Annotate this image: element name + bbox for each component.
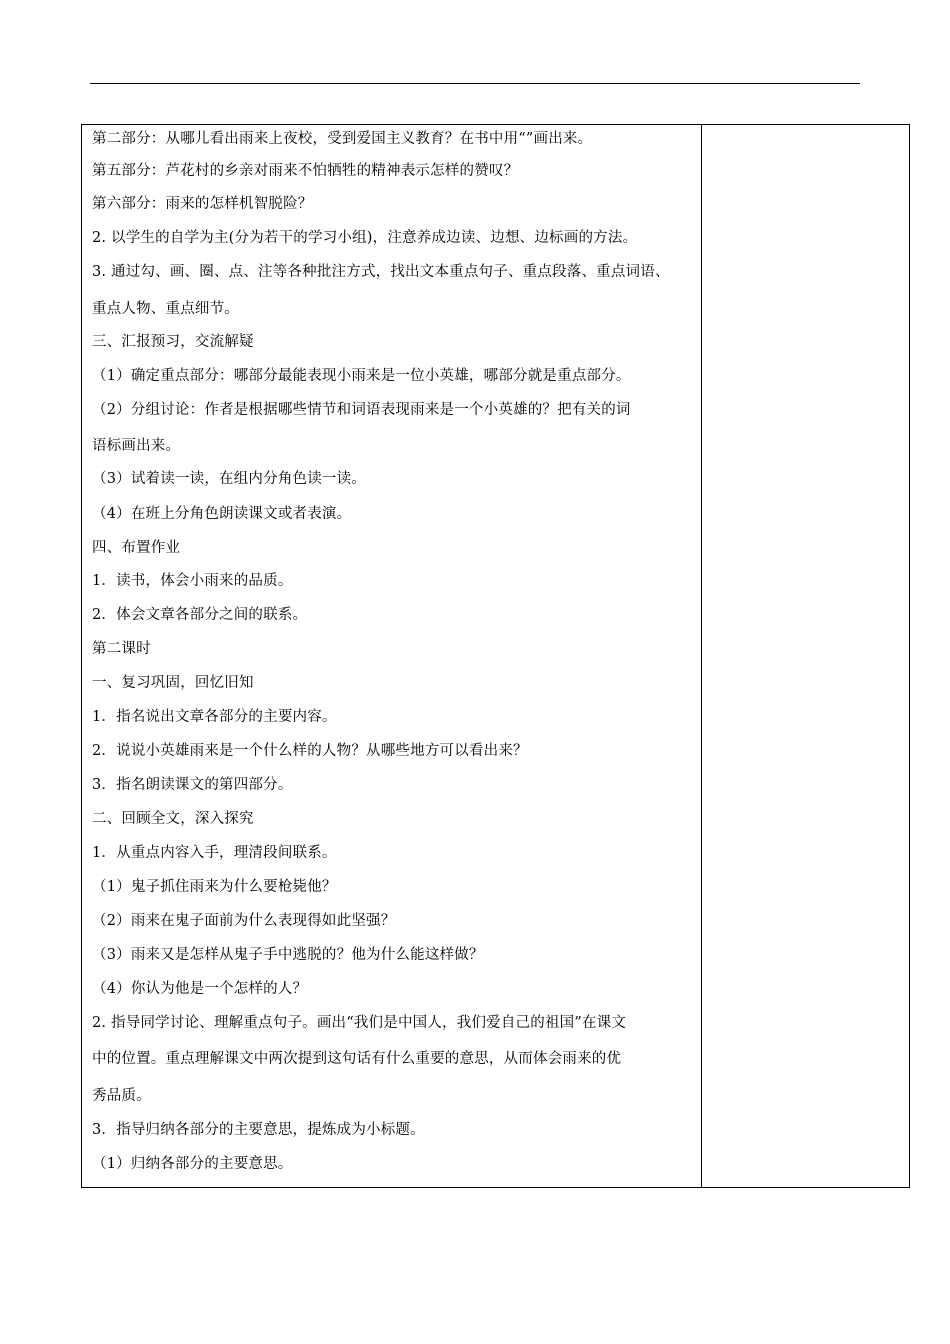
text-line: 2. 指导同学讨论、理解重点句子。画出“我们是中国人，我们爱自己的祖国”在课文 bbox=[92, 1015, 627, 1031]
text-line: 秀品质。 bbox=[92, 1088, 151, 1104]
text-line: 1．从重点内容入手，理清段间联系。 bbox=[92, 845, 337, 861]
text-line: 三、汇报预习，交流解疑 bbox=[92, 334, 254, 350]
text-line: （1）确定重点部分：哪部分最能表现小雨来是一位小英雄，哪部分就是重点部分。 bbox=[92, 368, 631, 384]
text-line: 3. 通过勾、画、圈、点、注等各种批注方式，找出文本重点句子、重点段落、重点词语、 bbox=[92, 264, 670, 280]
text-line: 二、回顾全文，深入探究 bbox=[92, 811, 254, 827]
text-line: 中的位置。重点理解课文中两次提到这句话有什么重要的意思，从而体会雨来的优 bbox=[92, 1051, 622, 1067]
text-line: 重点人物、重点细节。 bbox=[92, 301, 239, 317]
header-rule bbox=[90, 83, 860, 84]
text-line: 四、布置作业 bbox=[92, 540, 181, 556]
text-line: （4）你认为他是一个怎样的人？ bbox=[92, 981, 308, 997]
lesson-content-cell bbox=[82, 125, 702, 1187]
text-line: 2. 以学生的自学为主(分为若干的学习小组)，注意养成边读、边想、边标画的方法。 bbox=[92, 230, 638, 246]
text-line: 第二课时 bbox=[92, 641, 151, 657]
text-line: （1）归纳各部分的主要意思。 bbox=[92, 1156, 293, 1172]
text-line: （2）分组讨论：作者是根据哪些情节和词语表现雨来是一个小英雄的？把有关的词 bbox=[92, 402, 631, 418]
text-line: 1．指名说出文章各部分的主要内容。 bbox=[92, 709, 337, 725]
text-line: 3．指名朗读课文的第四部分。 bbox=[92, 777, 293, 793]
text-line: （4）在班上分角色朗读课文或者表演。 bbox=[92, 506, 352, 522]
text-line: 2．说说小英雄雨来是一个什么样的人物？从哪些地方可以看出来？ bbox=[92, 743, 528, 759]
text-line: 2．体会文章各部分之间的联系。 bbox=[92, 607, 308, 623]
text-line: 3．指导归纳各部分的主要意思，提炼成为小标题。 bbox=[92, 1122, 425, 1138]
text-line: 语标画出来。 bbox=[92, 438, 181, 454]
text-line: 1．读书，体会小雨来的品质。 bbox=[92, 573, 293, 589]
notes-cell bbox=[702, 125, 909, 1187]
text-line: （2）雨来在鬼子面前为什么表现得如此坚强？ bbox=[92, 913, 396, 929]
text-line: 第五部分：芦花村的乡亲对雨来不怕牺牲的精神表示怎样的赞叹？ bbox=[92, 163, 519, 179]
text-line: （1）鬼子抓住雨来为什么要枪毙他？ bbox=[92, 879, 337, 895]
text-line: 第六部分：雨来的怎样机智脱险？ bbox=[92, 196, 313, 212]
text-line: 一、复习巩固，回忆旧知 bbox=[92, 675, 254, 691]
text-line: （3）雨来又是怎样从鬼子手中逃脱的？他为什么能这样做？ bbox=[92, 947, 484, 963]
text-line: 第二部分：从哪儿看出雨来上夜校，受到爱国主义教育？在书中用“”画出来。 bbox=[92, 131, 593, 147]
text-line: （3）试着读一读，在组内分角色读一读。 bbox=[92, 471, 367, 487]
lesson-plan-table bbox=[81, 124, 910, 1188]
